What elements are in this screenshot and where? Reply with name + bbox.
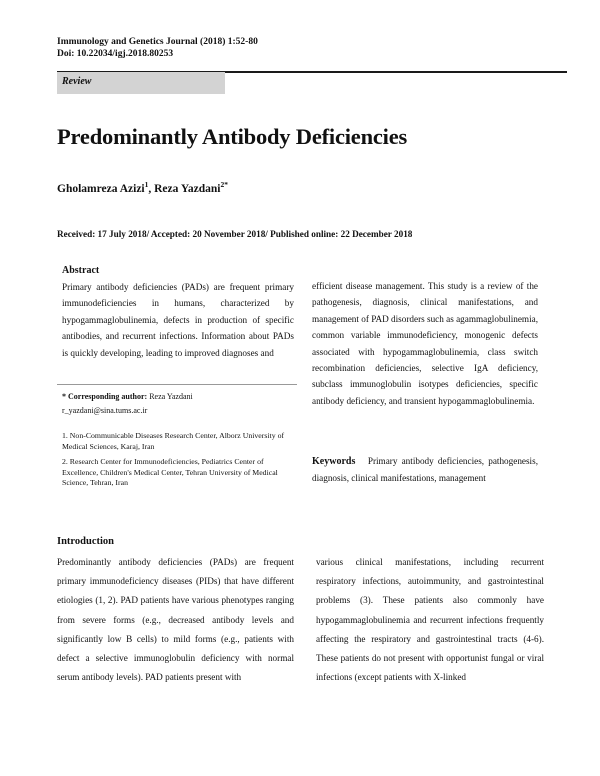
author-affiliation-mark: 2* — [220, 180, 228, 189]
corresponding-name: Reza Yazdani — [149, 392, 193, 401]
keywords-label: Keywords — [312, 456, 356, 467]
footnote-divider — [57, 384, 297, 385]
affiliation-1: 1. Non-Communicable Diseases Research Center, Alborz University of Medical Sciences, Karaj, Iran — [62, 431, 285, 451]
author-affiliation-mark: 1 — [144, 180, 149, 189]
introduction-text-left: Predominantly antibody deficiencies (PADs) are frequent primary immunodeficiency diseases (PIDs) that have different etiologies (1, 2). PAD patients have various phenotypes ranging from severe forms (e.g., decreased antibody levels and significantly low B cells) to mild forms (e.g., patients with defect a selective immunoglobulin deficiency with normal serum antibody levels). PAD patients present with — [57, 557, 294, 683]
author-name: Gholamreza Azizi — [57, 182, 145, 195]
abstract-heading: Abstract — [62, 265, 100, 276]
article-type-badge: Review — [57, 72, 225, 94]
abstract-text-left: Primary antibody deficiencies (PADs) are frequent primary immunodeficiencies in humans, characterized by hypogammaglobulinemia, defects in production of specific antibodies, and recurrent infections. Information about PADs is quickly developing, leading to improved diagnoses and — [62, 282, 294, 358]
doi-line: Doi: 10.22034/igj.2018.80253 — [57, 49, 174, 59]
keywords-text: Primary antibody deficiencies, pathogenesis, diagnosis, clinical manifestations, management — [312, 456, 538, 484]
author-name: Reza Yazdani — [154, 182, 221, 195]
author-list — [57, 180, 228, 195]
abstract-text-right: efficient disease management. This study is a review of the pathogenesis, diagnosis, clinical manifestations, and management of PAD disorders such as agammaglobulinemia, common variable immunodeficiency, monogenic defects associated with hypogammaglobulinemia, class switch recombination deficiencies, selective IgA deficiency, subclass immunoglobulin isotypes deficiencies, specific antibody deficiency, and transient hypogammaglobulinemia. — [312, 281, 538, 406]
publication-dates: Received: 17 July 2018/ Accepted: 20 November 2018/ Published online: 22 December 2018 — [57, 229, 413, 239]
article-title: Predominantly Antibody Deficiencies — [57, 124, 408, 149]
introduction-text-right: various clinical manifestations, including recurrent respiratory infections, autoimmunity, and gastrointestinal problems (3). These patients also commonly have hypogammaglobulinemia and recurrent infections frequently affecting the respiratory and gastrointestinal tracts (4-6). These patients do not present with opportunist fungal or viral infections (except patients with X-linked — [316, 557, 544, 683]
introduction-heading: Introduction — [57, 536, 114, 547]
corresponding-email[interactable]: r_yazdani@sina.tums.ac.ir — [62, 406, 148, 415]
corresponding-author — [62, 390, 294, 418]
author-separator: , — [148, 182, 155, 195]
affiliation-2: 2. Research Center for Immunodeficiencies, Pediatrics Center of Excellence, Children's Medical Center, Tehran University of Medical Science, Tehran, Iran — [62, 457, 278, 487]
keywords-block — [312, 453, 538, 487]
journal-header — [57, 36, 258, 60]
corresponding-label: * Corresponding author: — [62, 392, 148, 401]
journal-citation: Immunology and Genetics Journal (2018) 1:52-80 — [57, 37, 258, 47]
